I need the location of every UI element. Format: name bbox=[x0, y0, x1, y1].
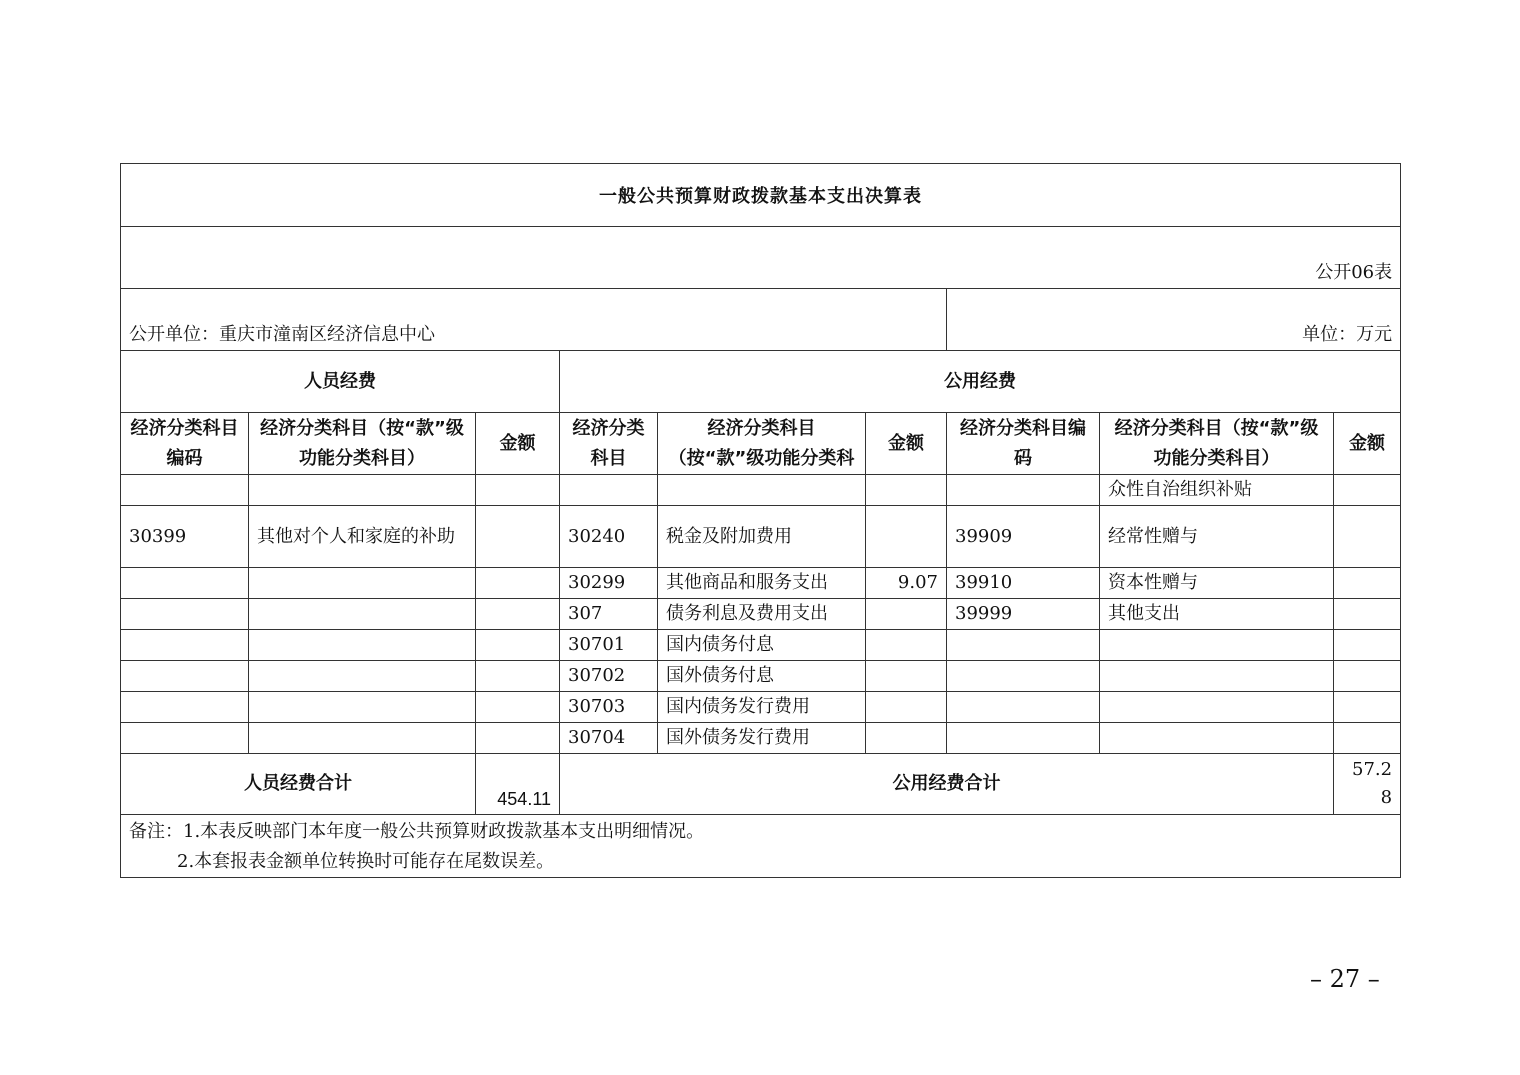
notes-row bbox=[121, 815, 1401, 878]
table-cell bbox=[866, 661, 947, 692]
reporting-unit: 公开单位：重庆市潼南区经济信息中心 bbox=[121, 289, 947, 351]
table-cell bbox=[658, 475, 866, 506]
table-cell: 税金及附加费用 bbox=[658, 506, 866, 568]
col-header-amount: 金额 bbox=[866, 413, 947, 475]
table-cell: 30704 bbox=[560, 723, 658, 754]
table-cell bbox=[121, 723, 249, 754]
table-cell: 国内债务付息 bbox=[658, 630, 866, 661]
table-cell bbox=[249, 692, 476, 723]
table-cell: 30399 bbox=[121, 506, 249, 568]
table-cell bbox=[121, 630, 249, 661]
table-cell: 307 bbox=[560, 599, 658, 630]
table-cell: 资本性赠与 bbox=[1100, 568, 1334, 599]
table-cell bbox=[947, 661, 1100, 692]
table-cell bbox=[476, 599, 560, 630]
table-cell: 39909 bbox=[947, 506, 1100, 568]
table-cell: 众性自治组织补贴 bbox=[1100, 475, 1334, 506]
table-cell bbox=[121, 568, 249, 599]
table-cell bbox=[947, 630, 1100, 661]
table-cell bbox=[249, 475, 476, 506]
budget-table bbox=[120, 163, 1401, 878]
table-row bbox=[121, 661, 1401, 692]
col-header-amount: 金额 bbox=[1334, 413, 1401, 475]
table-cell bbox=[1334, 692, 1401, 723]
table-cell bbox=[866, 475, 947, 506]
table-cell bbox=[249, 630, 476, 661]
table-cell bbox=[121, 599, 249, 630]
table-cell bbox=[1100, 692, 1334, 723]
table-cell bbox=[476, 568, 560, 599]
table-row bbox=[121, 568, 1401, 599]
table-cell bbox=[249, 723, 476, 754]
col-header-code: 经济分类科目编码 bbox=[947, 413, 1100, 475]
table-cell: 30299 bbox=[560, 568, 658, 599]
col-header-name: 经济分类科目（按“款”级功能分类科目） bbox=[1100, 413, 1334, 475]
table-cell bbox=[1334, 599, 1401, 630]
notes bbox=[121, 815, 1401, 878]
table-row bbox=[121, 475, 1401, 506]
table-cell bbox=[121, 692, 249, 723]
public-total-label: 公用经费合计 bbox=[560, 754, 1334, 815]
table-cell bbox=[1100, 630, 1334, 661]
table-cell bbox=[1334, 661, 1401, 692]
table-cell bbox=[1334, 475, 1401, 506]
col-header-code: 经济分类科目 bbox=[560, 413, 658, 475]
table-cell: 其他商品和服务支出 bbox=[658, 568, 866, 599]
table-row bbox=[121, 692, 1401, 723]
note-line-1: 备注：1.本表反映部门本年度一般公共预算财政拨款基本支出明细情况。 bbox=[129, 821, 705, 842]
table-cell: 9.07 bbox=[866, 568, 947, 599]
table-cell bbox=[476, 475, 560, 506]
table-cell bbox=[1100, 661, 1334, 692]
table-cell bbox=[560, 475, 658, 506]
col-header-code: 经济分类科目编码 bbox=[121, 413, 249, 475]
table-cell bbox=[1334, 723, 1401, 754]
table-code: 公开06表 bbox=[121, 227, 1401, 289]
table-title: 一般公共预算财政拨款基本支出决算表 bbox=[121, 164, 1401, 227]
table-cell bbox=[476, 661, 560, 692]
totals-row bbox=[121, 754, 1401, 815]
section-public: 公用经费 bbox=[560, 351, 1401, 413]
table-row bbox=[121, 723, 1401, 754]
page-number: – 27 – bbox=[1310, 965, 1380, 993]
table-cell bbox=[476, 630, 560, 661]
table-cell bbox=[866, 599, 947, 630]
col-header-name: 经济分类科目（按“款”级功能分类科目） bbox=[249, 413, 476, 475]
table-cell bbox=[249, 568, 476, 599]
amount-unit: 单位：万元 bbox=[947, 289, 1401, 351]
table-cell: 债务利息及费用支出 bbox=[658, 599, 866, 630]
col-header-name: 经济分类科目（按“款”级功能分类科 bbox=[658, 413, 866, 475]
table-cell: 30702 bbox=[560, 661, 658, 692]
table-row bbox=[121, 630, 1401, 661]
table-cell: 国外债务付息 bbox=[658, 661, 866, 692]
table-cell: 39910 bbox=[947, 568, 1100, 599]
table-cell bbox=[1334, 568, 1401, 599]
table-cell bbox=[476, 506, 560, 568]
table-cell bbox=[249, 599, 476, 630]
table-cell: 30240 bbox=[560, 506, 658, 568]
table-cell bbox=[476, 723, 560, 754]
public-total-value: 57.28 bbox=[1334, 754, 1401, 815]
table-cell bbox=[866, 692, 947, 723]
table-cell: 国外债务发行费用 bbox=[658, 723, 866, 754]
table-cell: 其他支出 bbox=[1100, 599, 1334, 630]
table-cell: 经常性赠与 bbox=[1100, 506, 1334, 568]
personnel-total-label: 人员经费合计 bbox=[121, 754, 476, 815]
table-cell: 30701 bbox=[560, 630, 658, 661]
table-cell bbox=[1334, 630, 1401, 661]
table-cell bbox=[947, 475, 1100, 506]
table-cell bbox=[249, 661, 476, 692]
table-cell bbox=[121, 475, 249, 506]
table-cell: 30703 bbox=[560, 692, 658, 723]
table-cell bbox=[947, 723, 1100, 754]
table-cell: 39999 bbox=[947, 599, 1100, 630]
note-line-2: 2.本套报表金额单位转换时可能存在尾数误差。 bbox=[177, 851, 555, 872]
table-cell: 国内债务发行费用 bbox=[658, 692, 866, 723]
table-cell bbox=[947, 692, 1100, 723]
personnel-total-value: 454.11 bbox=[476, 754, 560, 815]
col-header-amount: 金额 bbox=[476, 413, 560, 475]
table-cell bbox=[1334, 506, 1401, 568]
table-cell bbox=[121, 661, 249, 692]
table-cell bbox=[476, 692, 560, 723]
table-cell bbox=[866, 506, 947, 568]
table-cell bbox=[866, 630, 947, 661]
section-personnel: 人员经费 bbox=[121, 351, 560, 413]
table-cell: 其他对个人和家庭的补助 bbox=[249, 506, 476, 568]
table-cell bbox=[866, 723, 947, 754]
table-row bbox=[121, 506, 1401, 568]
table-row bbox=[121, 599, 1401, 630]
table-cell bbox=[1100, 723, 1334, 754]
